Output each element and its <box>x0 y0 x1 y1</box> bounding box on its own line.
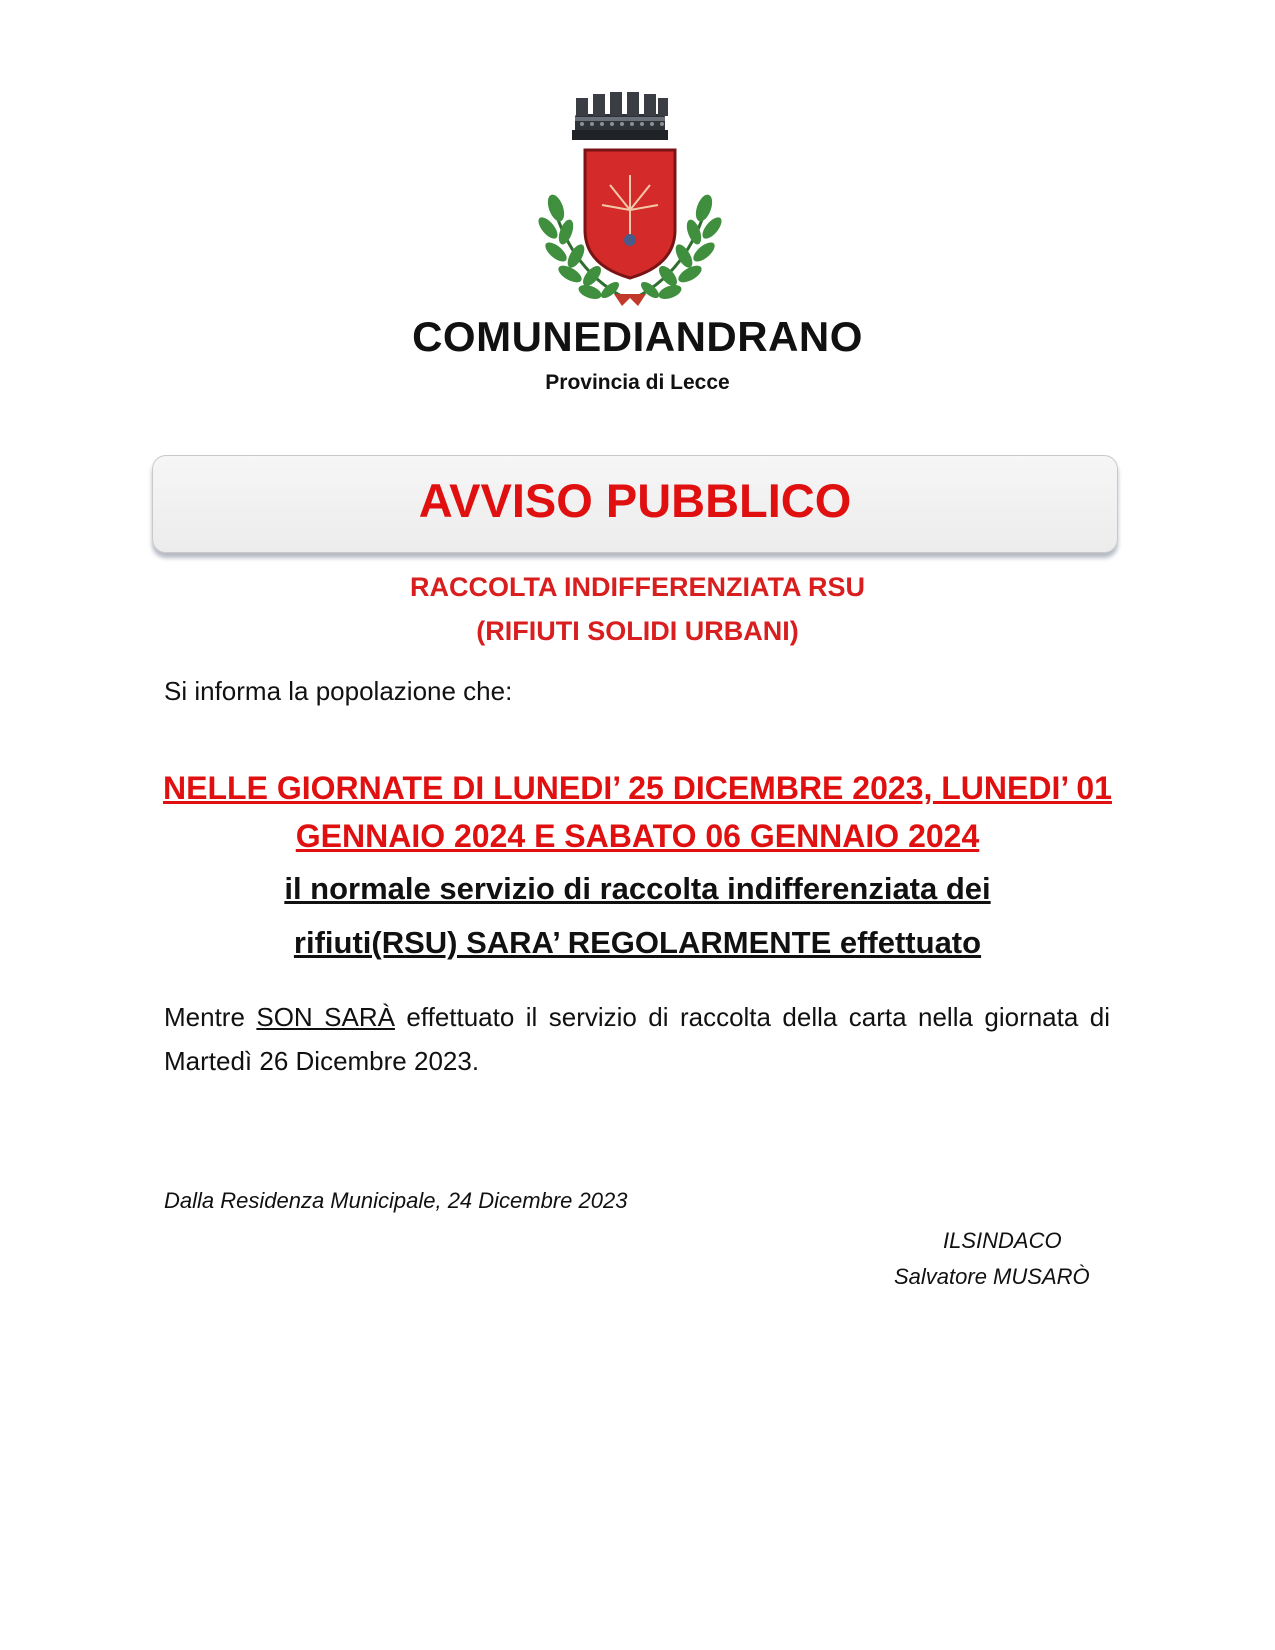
dates-line-1: NELLE GIORNATE DI LUNEDI’ 25 DICEMBRE 2023, LUNEDI’ 01 <box>163 770 1112 806</box>
province-name: Provincia di Lecce <box>545 371 730 394</box>
signatory-title: ILSINDACO <box>943 1228 1062 1253</box>
signatory-name: Salvatore MUSARÒ <box>894 1264 1090 1289</box>
service-line-1: il normale servizio di raccolta indifferenziata dei <box>284 871 991 906</box>
body-underlined: SON SARÀ <box>256 1002 395 1032</box>
notice-banner <box>152 455 1118 553</box>
body-paragraph <box>164 995 1110 1083</box>
subtitle-line-1: RACCOLTA INDIFFERENZIATA RSU <box>410 572 865 602</box>
crown-icon <box>572 92 668 140</box>
service-line-2: rifiuti(RSU) SARA’ REGOLARMENTE effettuato <box>293 925 982 960</box>
intro-text: Si informa la popolazione che: <box>164 676 513 706</box>
municipal-crest-icon <box>530 80 730 315</box>
notice-title: AVVISO PUBBLICO <box>418 474 852 527</box>
body-prefix: Mentre <box>164 1002 245 1032</box>
municipality-name: COMUNEDIANDRANO <box>412 313 863 360</box>
dates-line-2: GENNAIO 2024 E SABATO 06 GENNAIO 2024 <box>295 818 980 854</box>
place-and-date: Dalla Residenza Municipale, 24 Dicembre 2023 <box>164 1188 628 1213</box>
ribbon-icon <box>614 294 646 306</box>
subtitle-line-2: (RIFIUTI SOLIDI URBANI) <box>476 616 799 646</box>
body-suffix: effettuato il servizio di raccolta della carta nella giornata di Martedì 26 Dicembre 2023. <box>164 1002 1110 1076</box>
